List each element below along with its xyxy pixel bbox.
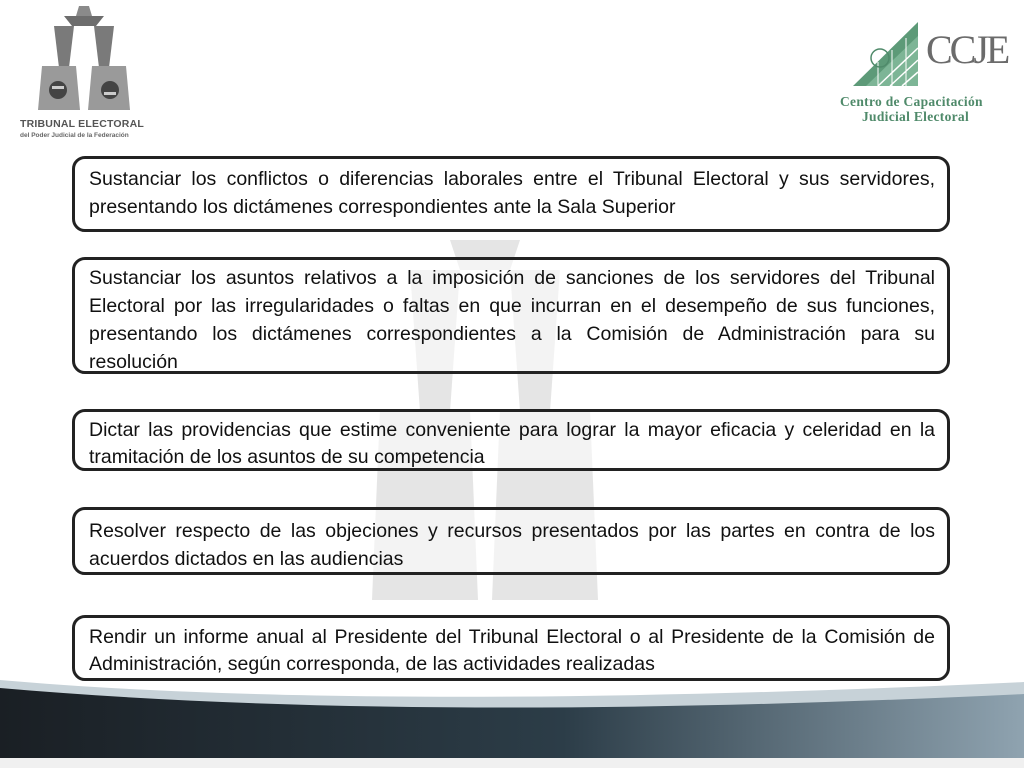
- list-item: [72, 507, 950, 575]
- list-item-text: Sustanciar los conflictos o diferencias laborales entre el Tribunal Electoral y sus servidores, presentando los dictámenes correspondientes ante la Sala Superior: [89, 168, 935, 218]
- list-item: [72, 156, 950, 232]
- ccje-logo: [838, 16, 1008, 126]
- ccje-name-line2: Judicial Electoral: [862, 109, 970, 124]
- list-item-text: Rendir un informe anual al Presidente del Tribunal Electoral o al Presidente de la Comisión de Administración, según corresponda, de las actividades realizadas: [89, 626, 935, 675]
- ccje-name-line1: Centro de Capacitación: [840, 94, 983, 109]
- list-item-text: Resolver respecto de las objeciones y recursos presentados por las partes en contra de los acuerdos dictados en las audiencias: [89, 520, 935, 570]
- logo-org-subtitle: del Poder Judicial de la Federación: [20, 132, 129, 139]
- list-item-text: Sustanciar los asuntos relativos a la imposición de sanciones de los servidores del Tribunal Electoral por las irregularidades o faltas en que incurran en el desempeño de sus funciones, presentando los dictámenes correspondientes a la Comisión de Administración para su resolución: [89, 267, 935, 373]
- footer-band: [0, 662, 1024, 768]
- ccje-acronym: CCJE: [926, 27, 1008, 72]
- list-item: [72, 409, 950, 471]
- scales-emblem-icon: [34, 6, 134, 116]
- list-item-text: Dictar las providencias que estime conveniente para lograr la mayor eficacia y celeridad en la tramitación de los asuntos de su competencia: [89, 419, 935, 468]
- tribunal-electoral-logo: [20, 6, 150, 138]
- logo-org-name: TRIBUNAL ELECTORAL: [20, 118, 144, 130]
- list-item: [72, 257, 950, 374]
- ccje-emblem-icon: [848, 16, 928, 96]
